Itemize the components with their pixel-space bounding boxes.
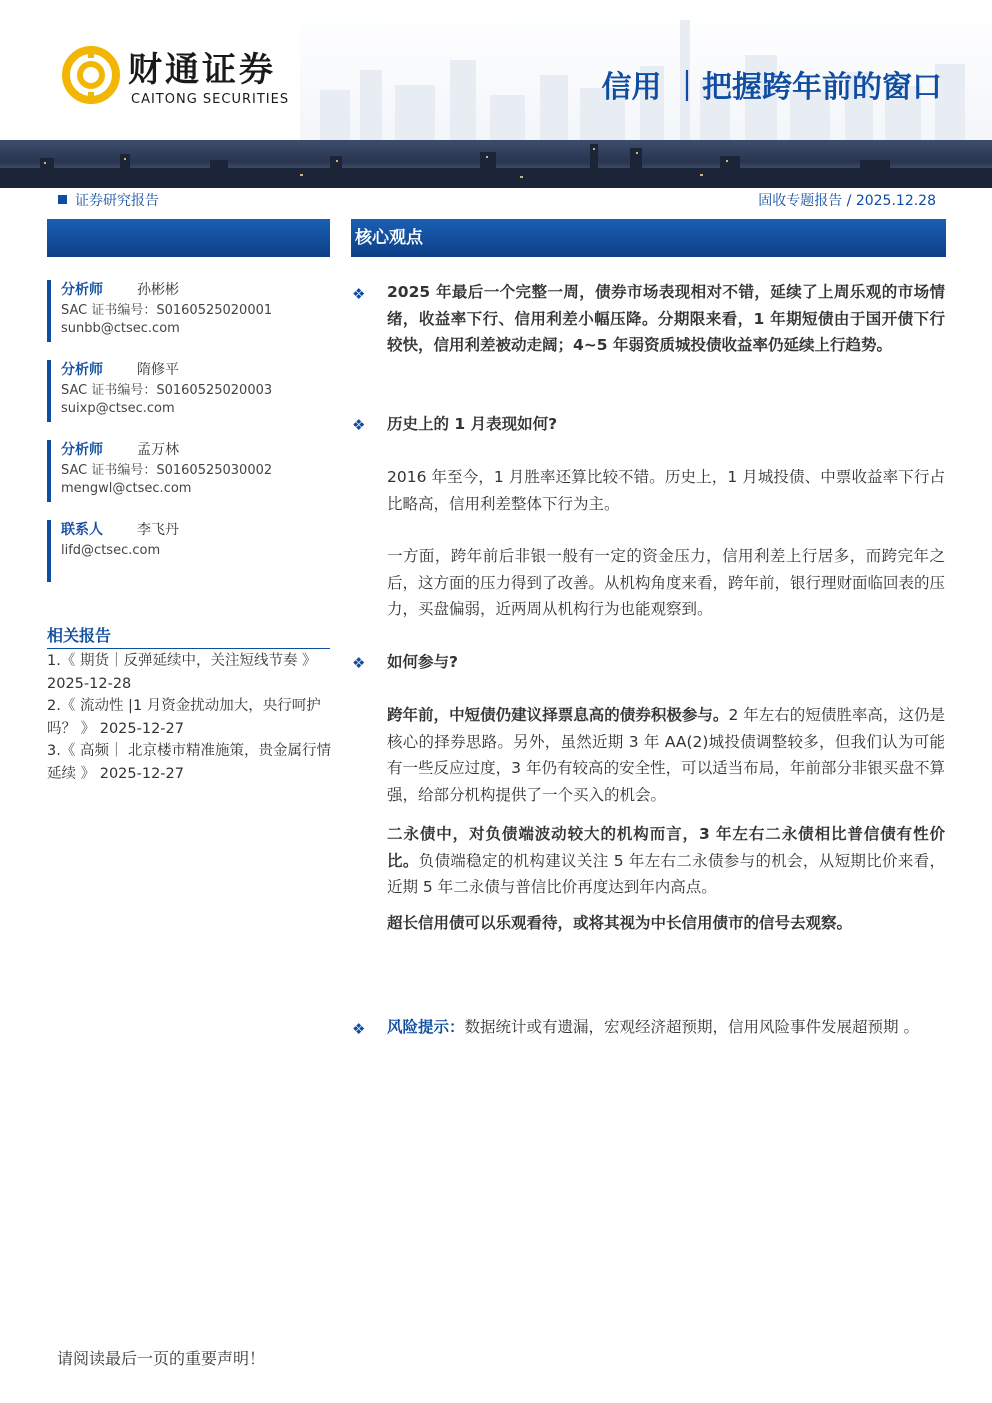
diamond-bullet-icon: ❖ [352, 654, 366, 672]
analyst-card [47, 360, 330, 422]
contact-email[interactable]: lifd@ctsec.com [61, 543, 161, 558]
footer-disclaimer: 请阅读最后一页的重要声明！ [57, 1349, 266, 1368]
city-lights-image [0, 140, 992, 188]
report-title: 信用 ｜把握跨年前的窗口 [601, 70, 942, 105]
paragraph-lead: 二永债中，对负债端波动较大的机构而言，3 年左右二永债相比普信债有性价比。 [387, 825, 945, 870]
related-report-item[interactable]: 2.《 流动性 |1 月资金扰动加大，央行呵护吗？ 》 2025-12-27 [47, 698, 321, 737]
risk-text: 数据统计或有遗漏，宏观经济超预期，信用风险事件发展超预期 。 [464, 1018, 919, 1036]
body-paragraph [387, 821, 945, 901]
related-report-item[interactable]: 1.《 期货｜反弹延续中，关注短线节奏 》 2025-12-28 [47, 653, 317, 692]
related-report-item[interactable]: 3.《 高频｜ 北京楼市精准施策，贵金属行情延续 》 2025-12-27 [47, 743, 332, 782]
diamond-bullet-icon: ❖ [352, 416, 366, 434]
paragraph-lead: 跨年前，中短债仍建议择票息高的债券积极参与。 [387, 706, 729, 724]
analyst-cert: SAC 证书编号：S0160525020003 [61, 383, 273, 398]
report-type-label: 证券研究报告 [75, 193, 159, 209]
contact-card [47, 520, 330, 582]
body-paragraph: 超长信用债可以乐观看待，或将其视为中长信用债市的信号去观察。 [387, 914, 853, 932]
city-night-banner [0, 140, 992, 188]
accent-line [47, 280, 51, 342]
accent-line [47, 360, 51, 422]
analyst-cert: SAC 证书编号：S0160525020001 [61, 303, 273, 318]
risk-label: 风险提示： [387, 1018, 465, 1036]
core-view-bar [351, 219, 946, 257]
body-paragraph: 2016 年至今，1 月胜率还算比较不错。历史上，1 月城投债、中票收益率下行占比略高，信用利差整体下行为主。 [387, 468, 945, 513]
paragraph-body: 2 年左右的短债胜率高，这仍是核心的择券思路。另外，虽然近期 3 年 AA(2)城投债调整较多，但我们认为可能有一些反应过度，3 年仍有较高的安全性，可以适当布局，年前部分非银买盘不算强，给部分机构提供了一个买入的机会。 [387, 706, 945, 805]
brand-name-cn: 财通证券 [128, 50, 276, 90]
body-paragraph: 一方面，跨年前后非银一般有一定的资金压力，信用利差上行居多，而跨完年之后，这方面的压力得到了改善。从机构角度来看，跨年前，银行理财面临回表的压力，买盘偏弱，近两周从机构行为也能观察到。 [387, 547, 946, 619]
square-icon [58, 195, 67, 204]
risk-paragraph [387, 1014, 945, 1041]
core-view-label: 核心观点 [355, 228, 423, 248]
analyst-email[interactable]: suixp@ctsec.com [61, 401, 175, 416]
analyst-name: 隋修平 [137, 362, 179, 378]
caitong-logo-icon [62, 46, 120, 104]
contact-name: 李飞丹 [137, 522, 179, 538]
contact-role: 联系人 [61, 522, 103, 538]
analyst-name: 孙彬彬 [137, 282, 179, 298]
analyst-role: 分析师 [61, 362, 103, 378]
diamond-bullet-icon: ❖ [352, 1020, 366, 1038]
sidebar-header-bar [47, 219, 330, 257]
body-paragraph [387, 702, 945, 809]
diamond-bullet-icon: ❖ [352, 285, 366, 303]
accent-line [47, 520, 51, 582]
related-reports-title: 相关报告 [47, 624, 330, 649]
report-type [58, 192, 159, 210]
category-date: 固收专题报告 / 2025.12.28 [758, 193, 936, 209]
analyst-cert: SAC 证书编号：S0160525030002 [61, 463, 273, 478]
paragraph-body: 负债端稳定的机构建议关注 5 年左右二永债参与的机会，从短期比价来看，近期 5 年二永债与普信比价再度达到年内高点。 [387, 851, 945, 897]
analyst-email[interactable]: sunbb@ctsec.com [61, 321, 180, 336]
section-heading-january: 历史上的 1 月表现如何? [387, 415, 558, 433]
analyst-card [47, 280, 330, 342]
analyst-card [47, 440, 330, 502]
brand-name-en: CAITONG SECURITIES [131, 92, 290, 107]
accent-line [47, 440, 51, 502]
analyst-role: 分析师 [61, 282, 103, 298]
summary-paragraph: 2025 年最后一个完整一周，债券市场表现相对不错，延续了上周乐观的市场情绪，收益率下行、信用利差小幅压降。分期限来看，1 年期短债由于国开债下行较快，信用利差被动走阔；4~5 年弱资质城投债收益率仍延续上行趋势。 [387, 283, 945, 355]
section-heading-participate: 如何参与? [387, 653, 458, 671]
analyst-email[interactable]: mengwl@ctsec.com [61, 481, 192, 496]
analyst-name: 孟万林 [137, 442, 179, 458]
analyst-role: 分析师 [61, 442, 103, 458]
